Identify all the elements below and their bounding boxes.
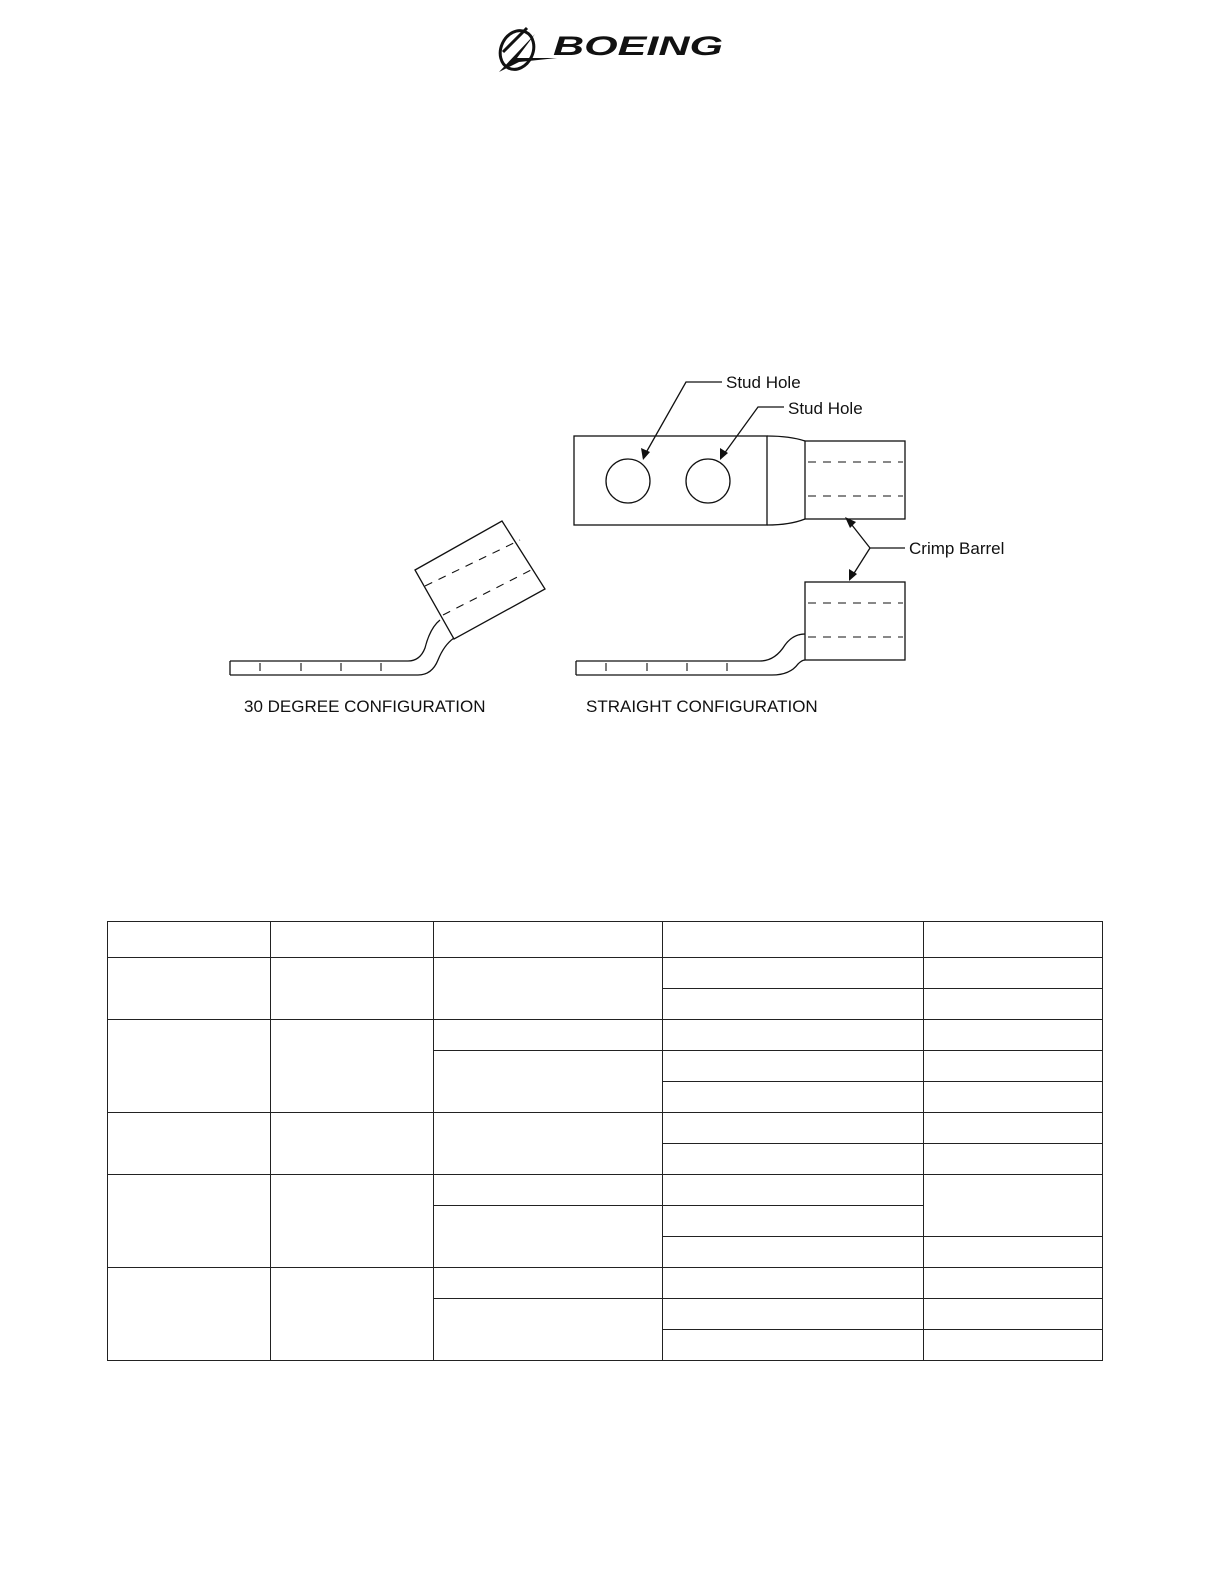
table-cell xyxy=(434,1113,663,1175)
table-cell xyxy=(924,1020,1103,1051)
header-cell xyxy=(924,922,1103,958)
table-row xyxy=(108,958,1103,989)
header-cell xyxy=(271,922,434,958)
straight-lug-top-view xyxy=(574,436,905,525)
stud-hole-left xyxy=(606,459,650,503)
table-cell xyxy=(663,1330,924,1361)
table-cell xyxy=(434,1299,663,1361)
table-cell xyxy=(271,1020,434,1113)
thirty-degree-lug xyxy=(230,521,545,675)
table-cell xyxy=(663,1175,924,1206)
header-cell xyxy=(434,922,663,958)
table-cell xyxy=(924,1268,1103,1299)
table-cell xyxy=(924,1144,1103,1175)
table-cell xyxy=(663,1237,924,1268)
table-cell xyxy=(924,1113,1103,1144)
stud-hole-label-2: Stud Hole xyxy=(788,399,863,418)
table-row xyxy=(108,1175,1103,1206)
table-cell xyxy=(924,958,1103,989)
table-cell xyxy=(108,1020,271,1113)
spec-table xyxy=(107,921,1103,1361)
table-cell xyxy=(663,1144,924,1175)
table-cell xyxy=(924,1237,1103,1268)
table-cell xyxy=(663,1082,924,1113)
table-row xyxy=(108,1113,1103,1144)
table-cell xyxy=(924,989,1103,1020)
table-cell xyxy=(434,1175,663,1206)
straight-caption: STRAIGHT CONFIGURATION xyxy=(586,697,818,716)
table-cell xyxy=(663,1113,924,1144)
table-cell xyxy=(271,1113,434,1175)
table-row xyxy=(108,1020,1103,1051)
stud-hole-right xyxy=(686,459,730,503)
table-cell xyxy=(271,1175,434,1268)
table-cell xyxy=(108,958,271,1020)
table-cell xyxy=(924,1175,1103,1237)
table-cell xyxy=(434,1206,663,1268)
table-cell xyxy=(663,1206,924,1237)
table-cell xyxy=(924,1082,1103,1113)
table-cell xyxy=(434,1020,663,1051)
table-cell xyxy=(108,1268,271,1361)
table-cell xyxy=(434,958,663,1020)
stud-hole-label-1: Stud Hole xyxy=(726,373,801,392)
table-cell xyxy=(924,1330,1103,1361)
table-header-row xyxy=(108,922,1103,958)
crimp-barrel-label: Crimp Barrel xyxy=(909,539,1005,558)
table-row xyxy=(108,1268,1103,1299)
table-cell xyxy=(271,1268,434,1361)
header-cell xyxy=(108,922,271,958)
table-cell xyxy=(924,1051,1103,1082)
table-cell xyxy=(434,1268,663,1299)
table-cell xyxy=(108,1175,271,1268)
table-cell xyxy=(663,989,924,1020)
crimp-barrel-top xyxy=(805,441,905,519)
table-cell xyxy=(271,958,434,1020)
callout-leaders xyxy=(641,382,905,581)
header-cell xyxy=(663,922,924,958)
table-cell xyxy=(663,1020,924,1051)
boeing-wordmark: BOEING xyxy=(553,31,723,61)
table-cell xyxy=(663,1268,924,1299)
table-cell xyxy=(663,1051,924,1082)
table-cell xyxy=(924,1299,1103,1330)
table-cell xyxy=(108,1113,271,1175)
crimp-barrel-side xyxy=(805,582,905,660)
table-cell xyxy=(663,1299,924,1330)
table-cell xyxy=(663,958,924,989)
crimp-barrel-angled xyxy=(415,521,545,639)
table-cell xyxy=(434,1051,663,1113)
thirty-degree-caption: 30 DEGREE CONFIGURATION xyxy=(244,697,486,716)
straight-lug-side-view xyxy=(576,582,905,675)
